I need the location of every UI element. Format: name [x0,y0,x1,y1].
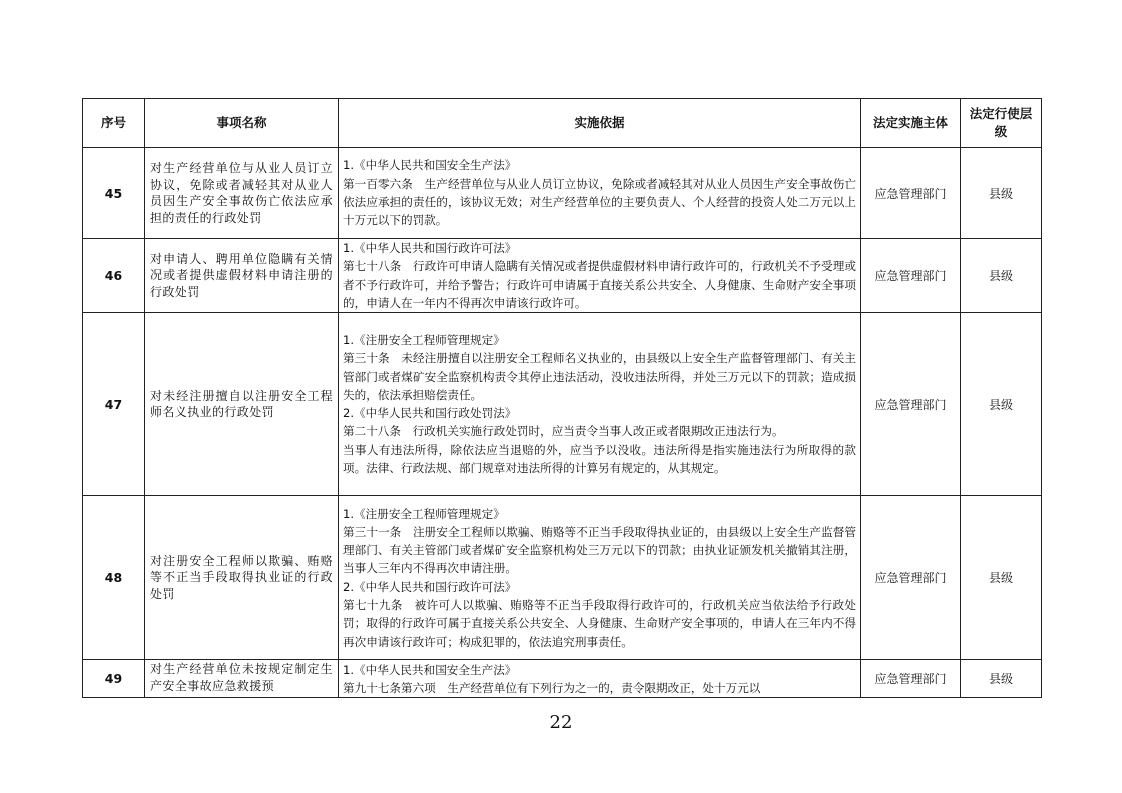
basis-article: 第二十八条 行政机关实施行政处罚时，应当责令当事人改正或者限期改正违法行为。 [343,424,784,439]
table-row [83,660,1042,698]
header-name: 事项名称 [145,99,339,148]
table-header-row [83,99,1042,148]
basis-article: 当事人有违法所得，除依法应当退赔的外，应当予以没收。违法所得是指实施违法行为所取得的款项。法律、行政法规、部门规章对违法所得的计算另有规定的，从其规定。 [343,442,856,476]
enforcement-items-table [82,98,1042,698]
row-basis [339,148,861,239]
row-num: 47 [83,313,145,496]
row-basis [339,496,861,660]
row-num: 49 [83,660,145,698]
header-subject: 法定实施主体 [861,99,961,148]
row-level: 县级 [961,313,1042,496]
basis-article: 第七十八条 行政许可申请人隐瞒有关情况或者提供虚假材料申请行政许可的，行政机关不予受理或者不予行政许可，并给予警告；行政许可申请属于直接关系公共安全、人身健康、生命财产安全事项的，申请人在一年内不得再次申请该行政许可。 [343,259,856,310]
row-item-name: 对生产经营单位未按规定制定生产安全事故应急救援预 [145,660,339,698]
row-item-name: 对申请人、聘用单位隐瞒有关情况或者提供虚假材料申请注册的行政处罚 [145,239,339,313]
row-item-name: 对注册安全工程师以欺骗、贿赂等不正当手段取得执业证的行政处罚 [145,496,339,660]
table-row [83,313,1042,496]
row-num: 46 [83,239,145,313]
row-num: 48 [83,496,145,660]
basis-law-title: 2.《中华人民共和国行政许可法》 [343,579,517,594]
table-row [83,239,1042,313]
row-basis [339,660,861,698]
row-basis [339,239,861,313]
basis-article: 第三十条 未经注册擅自以注册安全工程师名义执业的，由县级以上安全生产监督管理部门、有关主管部门或者煤矿安全监察机构责令其停止违法活动，没收违法所得，并处三万元以下的罚款；造成损失的，依法承担赔偿责任。 [343,351,856,402]
row-level: 县级 [961,239,1042,313]
row-subject: 应急管理部门 [861,660,961,698]
row-num: 45 [83,148,145,239]
row-subject: 应急管理部门 [861,313,961,496]
basis-article: 第九十七条第六项 生产经营单位有下列行为之一的，责令限期改正，处十万元以 [343,681,761,696]
row-basis [339,313,861,496]
basis-article: 第一百零六条 生产经营单位与从业人员订立协议，免除或者减轻其对从业人员因生产安全事故伤亡依法应承担的责任的，该协议无效；对生产经营单位的主要负责人、个人经营的投资人处二万元以上十万元以下的罚款。 [343,176,856,228]
basis-law-title: 1.《中华人民共和国安全生产法》 [343,663,517,678]
row-subject: 应急管理部门 [861,239,961,313]
row-subject: 应急管理部门 [861,148,961,239]
basis-law-title: 1.《中华人民共和国安全生产法》 [343,158,517,173]
row-item-name: 对未经注册擅自以注册安全工程师名义执业的行政处罚 [145,313,339,496]
table-row [83,148,1042,239]
basis-article: 第七十九条 被许可人以欺骗、贿赂等不正当手段取得行政许可的，行政机关应当依法给予行政处罚；取得的行政许可属于直接关系公共安全、人身健康、生命财产安全事项的，申请人在三年内不得再次申请该行政许可；构成犯罪的，依法追究刑事责任。 [343,597,856,649]
page-number: 22 [549,712,573,733]
row-level: 县级 [961,496,1042,660]
basis-law-title: 1.《注册安全工程师管理规定》 [343,333,505,347]
basis-law-title: 1.《注册安全工程师管理规定》 [343,506,505,521]
table-row [83,496,1042,660]
header-basis: 实施依据 [339,99,861,148]
row-item-name: 对生产经营单位与从业人员订立协议，免除或者减轻其对从业人员因生产安全事故伤亡依法应承担的责任的行政处罚 [145,148,339,239]
basis-law-title: 1.《中华人民共和国行政许可法》 [343,241,517,255]
header-level: 法定行使层级 [961,99,1042,148]
row-level: 县级 [961,148,1042,239]
basis-article: 第三十一条 注册安全工程师以欺骗、贿赂等不正当手段取得执业证的，由县级以上安全生产监督管理部门、有关主管部门或者煤矿安全监察机构处三万元以下的罚款；由执业证颁发机关撤销其注册，当事人三年内不得再次申请注册。 [343,524,856,576]
row-level: 县级 [961,660,1042,698]
basis-law-title: 2.《中华人民共和国行政处罚法》 [343,406,517,421]
row-subject: 应急管理部门 [861,496,961,660]
header-num: 序号 [83,99,145,148]
